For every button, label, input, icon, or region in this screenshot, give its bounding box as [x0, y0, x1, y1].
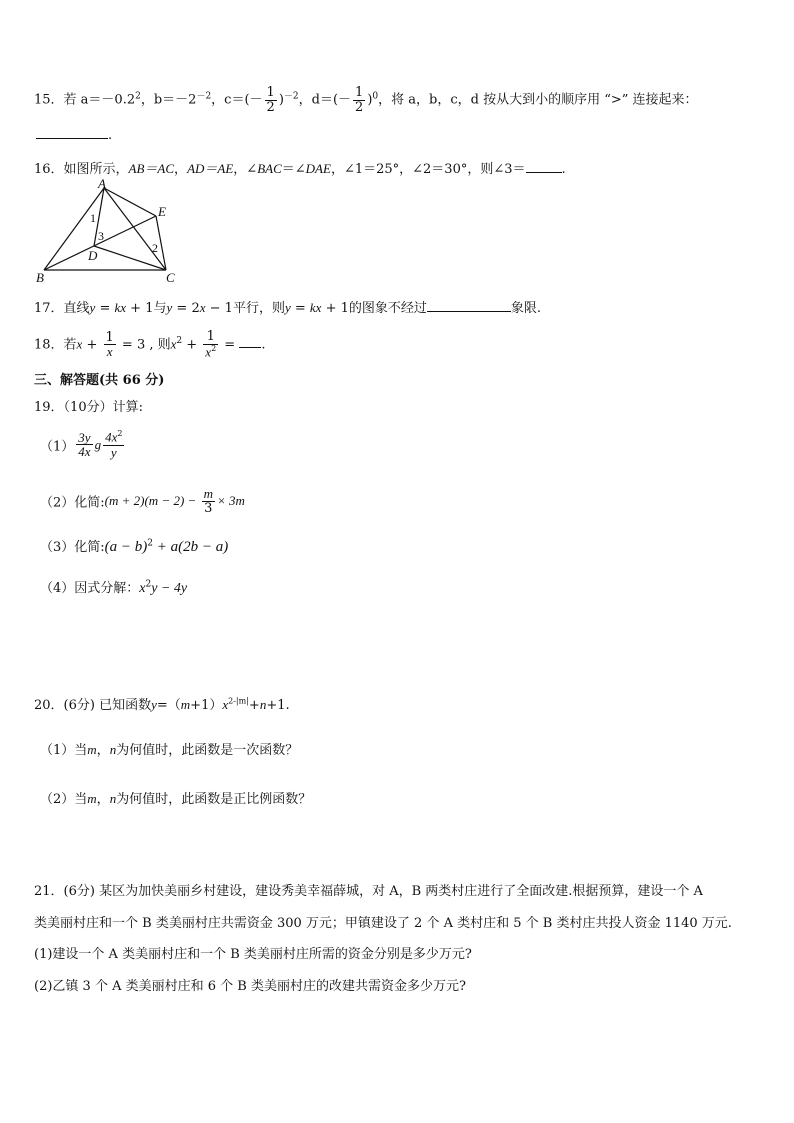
label-E: E	[158, 204, 166, 219]
q17-line: 17．直线y = kx + 1与y = 2x − 1平行，则y = kx + 1的图象不经过 象限.	[34, 300, 542, 316]
angle-label-3: 3	[98, 229, 104, 243]
q20-sub1: （1）当m，n为何值时，此函数是一次函数？	[40, 742, 299, 758]
label-A: A	[98, 176, 106, 191]
q19-part1: （1） $\frac{3y}{4x}$ g $\frac{4x^2}{y}$	[40, 429, 123, 460]
q21-line4: (2)乙镇 3 个 A 类美丽村庄和 6 个 B 类美丽村庄的改建共需资金多少万元?	[34, 979, 466, 994]
q21-line3: (1)建设一个 A 类美丽村庄和一个 B 类美丽村庄所需的资金分别是多少万元?	[34, 947, 472, 962]
q15-answer-line: .	[36, 126, 112, 143]
answer-blank[interactable]	[526, 160, 562, 173]
q20-sub2: （2）当m，n为何值时，此函数是正比例函数？	[40, 791, 312, 807]
q19-title: 19．（10分）计算:	[34, 400, 143, 415]
q15-line: 15．若 $a=-0.2^2$，$b=-2^{-2}$，c＝(－ $\frac{1}{2}$ )$^{-2}$，d＝(－ $\frac{1}{2}$ )$^0$，将 a，b，c，d 按从大到小的顺序用 “>” 连接起来：	[34, 85, 698, 115]
fraction-4x2-over-y: $\frac{4x^2}{y}$	[105, 429, 123, 460]
label-D: D	[88, 248, 98, 263]
label-C: C	[166, 270, 175, 285]
q19-part3: （3）化简:(a − b)$^2$ + a(2b − a)	[40, 538, 229, 555]
q18-line: 18．若x + $\frac{1}{x}$ = 3 , 则$x^2$ + $\frac{1}{x^2}$ = .	[34, 329, 266, 360]
fraction-m-over-3: $\frac{m}{3}$	[203, 486, 213, 516]
triangle-diagram	[34, 178, 184, 286]
section-heading: 三、解答题(共 66 分)	[34, 373, 165, 388]
fraction-one-over-x-squared: $\frac{1}{x^2}$	[205, 329, 217, 359]
fraction-one-over-x: $\frac{1}{x}$	[105, 329, 114, 360]
angle-label-2: 2	[152, 241, 158, 255]
fraction-half: $\frac{1}{2}$	[355, 85, 364, 115]
fraction-3y-over-4x: $\frac{3y}{4x}$	[78, 429, 91, 460]
geometry-figure	[34, 178, 184, 286]
q21-line2: 类美丽村庄和一个 B 类美丽村庄共需资金 300 万元；甲镇建设了 2 个 A 类村庄和 5 个 B 类村庄共投人资金 1140 万元.	[34, 916, 732, 931]
answer-blank[interactable]	[239, 335, 261, 348]
fraction-half: $\frac{1}{2}$	[266, 85, 275, 115]
answer-blank[interactable]	[36, 126, 108, 139]
q20-title: 20．(6分) 已知函数$y=(m+1)x^{2-|m|}+n+1$.	[34, 696, 290, 713]
q19-part2: （2）化简:(m + 2)(m − 2) − $\frac{m}{3}$ × 3m	[40, 486, 245, 516]
q19-part4: （4）因式分解：$x^2y - 4y$	[40, 579, 188, 596]
q21-line1: 21．(6分) 某区为加快美丽乡村建设，建设秀美幸福薛城，对 A，B 两类村庄进行了全面改建.根据预算，建设一个 A	[34, 884, 703, 899]
answer-blank[interactable]	[427, 299, 511, 312]
angle-label-1: 1	[90, 211, 96, 225]
q16-line: 16．如图所示，AB＝AC，AD＝AE，∠BAC＝∠DAE，∠1＝25°，∠2＝30°，则∠3＝ .	[34, 161, 566, 177]
label-B: B	[36, 270, 44, 285]
